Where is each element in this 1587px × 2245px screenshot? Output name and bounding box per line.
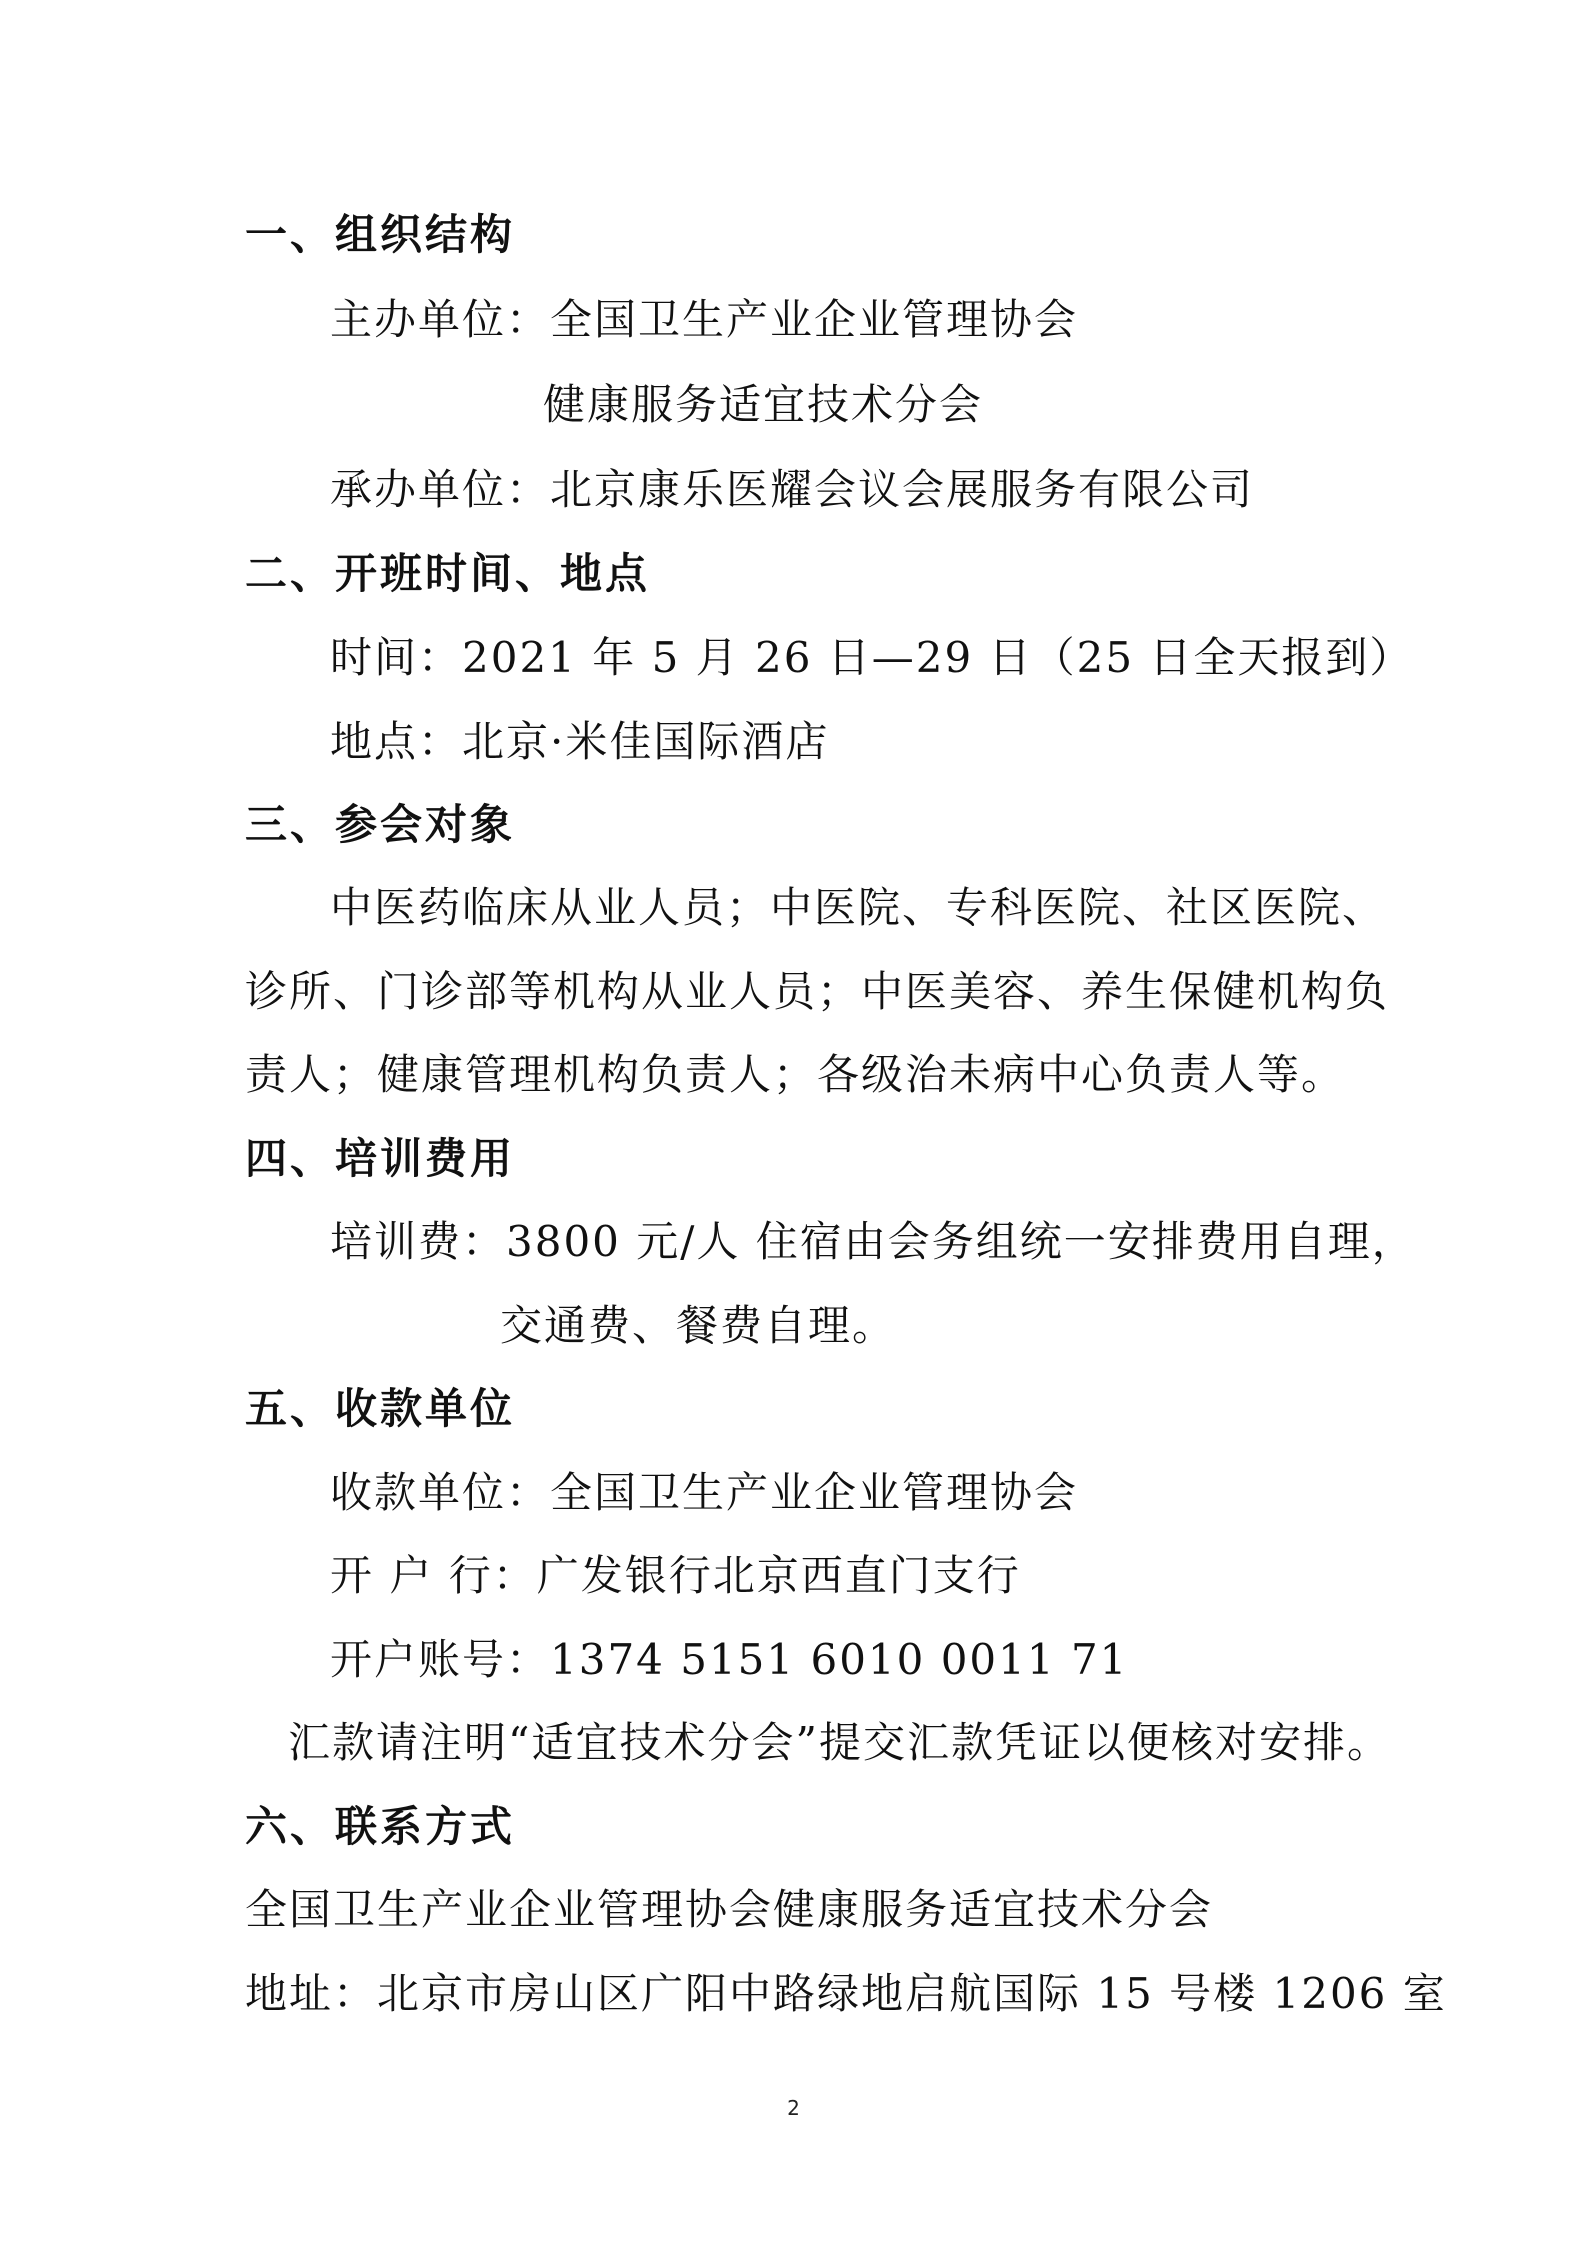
event-location-line: 地点：北京·米佳国际酒店 bbox=[330, 717, 830, 766]
contact-organization-line: 全国卫生产业企业管理协会健康服务适宜技术分会 bbox=[245, 1885, 1214, 1934]
remittance-note-line: 汇款请注明“适宜技术分会”提交汇款凭证以便核对安排。 bbox=[288, 1718, 1391, 1767]
section-heading-organization: 一、组织结构 bbox=[245, 210, 516, 259]
contact-address-line: 地址：北京市房山区广阳中路绿地启航国际 15 号楼 1206 室 bbox=[245, 1969, 1447, 2018]
host-unit-continuation: 健康服务适宜技术分会 bbox=[543, 380, 984, 429]
training-fee-continuation: 交通费、餐费自理。 bbox=[500, 1301, 897, 1350]
section-heading-contact: 六、联系方式 bbox=[245, 1802, 516, 1851]
training-fee-line: 培训费：3800 元/人 住宿由会务组统一安排费用自理， bbox=[330, 1217, 1416, 1266]
host-unit-line: 主办单位：全国卫生产业企业管理协会 bbox=[330, 295, 1079, 344]
organizer-unit-line: 承办单位：北京康乐医耀会议会展服务有限公司 bbox=[330, 465, 1255, 514]
payee-unit-line: 收款单位：全国卫生产业企业管理协会 bbox=[330, 1468, 1079, 1517]
section-heading-payee: 五、收款单位 bbox=[245, 1384, 516, 1433]
bank-name-line: 开 户 行：广发银行北京西直门支行 bbox=[330, 1551, 1021, 1600]
bank-account-line: 开户账号：1374 5151 6010 0011 71 bbox=[330, 1635, 1129, 1684]
event-time-line: 时间：2021 年 5 月 26 日—29 日（25 日全天报到） bbox=[330, 633, 1414, 682]
attendees-paragraph-line-3: 责人；健康管理机构负责人；各级治未病中心负责人等。 bbox=[245, 1050, 1346, 1099]
attendees-paragraph-line-1: 中医药临床从业人员；中医院、专科医院、社区医院、 bbox=[330, 883, 1387, 932]
section-heading-fees: 四、培训费用 bbox=[245, 1134, 516, 1183]
attendees-paragraph-line-2: 诊所、门诊部等机构从业人员；中医美容、养生保健机构负 bbox=[245, 967, 1390, 1016]
section-heading-time-place: 二、开班时间、地点 bbox=[245, 549, 651, 598]
page-number: 2 bbox=[787, 2096, 800, 2120]
section-heading-attendees: 三、参会对象 bbox=[245, 800, 516, 849]
